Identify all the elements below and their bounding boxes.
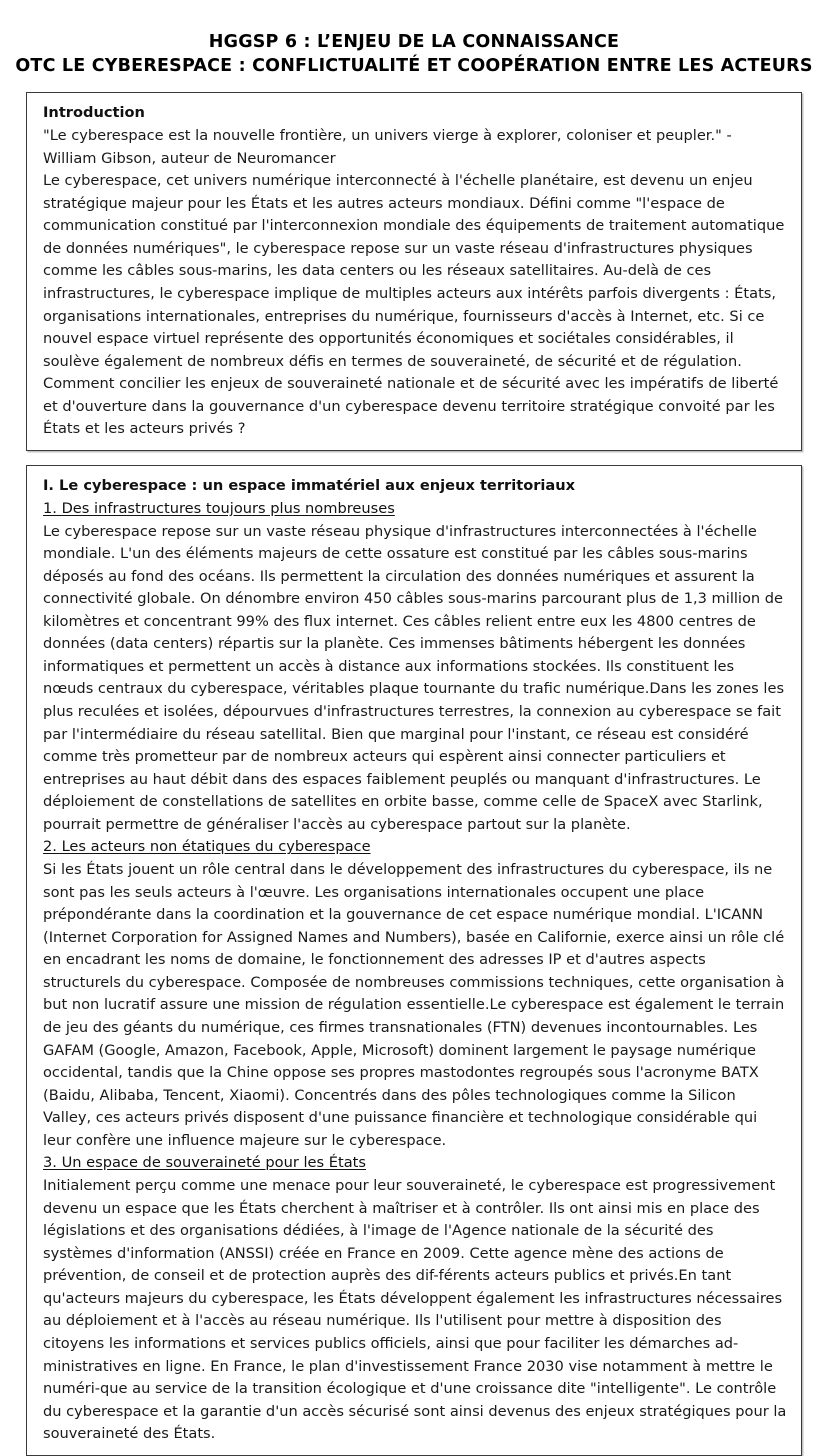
subsection-3-title: 3. Un espace de souveraineté pour les États — [43, 1154, 366, 1172]
introduction-problematique: Comment concilier les enjeux de souveraineté nationale et de sécurité avec les impératifs de liberté et d'ouverture dans la gouvernance d'un cyberespace devenu territoire stratégique convoité par les États et les acteurs privés ? — [43, 375, 779, 438]
subsection-2 — [43, 836, 787, 1152]
introduction-heading: Introduction — [43, 104, 145, 122]
part-one-box — [26, 465, 802, 1456]
subsection-3 — [43, 1152, 787, 1445]
introduction-quote: "Le cyberespace est la nouvelle frontière, un univers vierge à explorer, coloniser et peupler." - William Gibson, auteur de Neuromancer — [43, 127, 732, 167]
part-one-heading: I. Le cyberespace : un espace immatériel aux enjeux territoriaux — [43, 476, 576, 494]
title-line-primary: HGGSP 6 : L’ENJEU DE LA CONNAISSANCE — [208, 32, 620, 52]
subsection-3-body: Initialement perçu comme une menace pour leur souveraineté, le cyberespace est progressivement devenu un espace que les États cherchent à maîtriser et à contrôler. Ils ont ainsi mis en place des législations et des organisations dédiées, à l'image de l'Agence nationale de la sécurité des systèmes d'information (ANSSI) créée en France en 2009. Cette agence mène des actions de prévention, de conseil et de protection auprès des dif-férents acteurs publics et privés.En tant qu'acteurs majeurs du cyberespace, les États développent également les infrastructures nécessaires au déploiement et à l'accès au réseau numérique. Ils l'utilisent pour mettre à disposition des citoyens les informations et services publics officiels, ainsi que pour faciliter les démarches ad-ministratives en ligne. En France, le plan d'investissement France 2030 vise notamment à mettre le numéri-que au service de la transition écologique et d'une croissance dite "intelligente". Le contrôle du cyberespace et la garantie d'un accès sécurisé sont ainsi devenus des enjeux stratégiques pour la souveraineté des États. — [43, 1177, 787, 1443]
subsection-2-title: 2. Les acteurs non étatiques du cyberespace — [43, 838, 371, 856]
introduction-paragraph: Le cyberespace, cet univers numérique interconnecté à l'échelle planétaire, est devenu un enjeu stratégique majeur pour les États et les autres acteurs mondiaux. Défini comme "l'espace de communication constitué par l'interconnexion mondiale des équipements de traitement automatique de données numériques", le cyberespace repose sur un vaste réseau d'infrastructures physiques comme les câbles sous-marins, les data centers ou les réseaux satellitaires. Au-delà de ces infrastructures, le cyberespace implique de multiples acteurs aux intérêts parfois divergents : États, organisations internationales, entreprises du numérique, fournisseurs d'accès à Internet, etc. Si ce nouvel espace virtuel représente des opportunités économiques et sociétales considérables, il soulève également de nombreux défis en termes de souveraineté, de sécurité et de régulation. — [43, 172, 785, 370]
introduction-box — [26, 92, 802, 451]
title-line-secondary: OTC LE CYBERESPACE : CONFLICTUALITÉ ET COOPÉRATION ENTRE LES ACTEURS — [15, 56, 813, 77]
subsection-1-body: Le cyberespace repose sur un vaste réseau physique d'infrastructures interconnectées à l'échelle mondiale. L'un des éléments majeurs de cette ossature est constitué par les câbles sous-marins déposés au fond des océans. Ils permettent la circulation des données numériques et assurent la connectivité globale. On dénombre environ 450 câbles sous-marins parcourant plus de 1,3 million de kilomètres et concentrant 99% des flux internet. Ces câbles relient entre eux les 4800 centres de données (data centers) répartis sur la planète. Ces immenses bâtiments hébergent les données informatiques et permettent un accès à distance aux informations stockées. Ils constituent les nœuds centraux du cyberespace, véritables plaque tournante du trafic numérique.Dans les zones les plus reculées et isolées, dépourvues d'infrastructures terrestres, la connexion au cyberespace se fait par l'intermédiaire du réseau satellital. Bien que marginal pour l'instant, ce réseau est considéré comme très prometteur par de nombreux acteurs qui espèrent ainsi connecter particuliers et entreprises au haut débit dans des espaces faiblement peuplés ou manquant d'infrastructures. Le déploiement de constellations de satellites en orbite basse, comme celle de SpaceX avec Starlink, pourrait permettre de généraliser l'accès au cyberespace partout sur la planète. — [43, 522, 785, 833]
subsection-1 — [43, 498, 787, 837]
subsection-1-title: 1. Des infrastructures toujours plus nombreuses — [43, 499, 395, 517]
page-title — [0, 0, 828, 78]
subsection-2-body: Si les États jouent un rôle central dans le développement des infrastructures du cyberespace, ils ne sont pas les seuls acteurs à l'œuvre. Les organisations internationales occupent une place prépondérante dans la coordination et la gouvernance de cet espace numérique mondial. L'ICANN (Internet Corporation for Assigned Names and Numbers), basée en Californie, exerce ainsi un rôle clé en encadrant les noms de domaine, le fonctionnement des adresses IP et d'autres aspects structurels du cyberespace. Composée de nombreuses commissions techniques, cette organisation à but non lucratif assure une mission de régulation essentielle.Le cyberespace est également le terrain de jeu des géants du numérique, ces firmes transnationales (FTN) devenues incontournables. Les GAFAM (Google, Amazon, Facebook, Apple, Microsoft) dominent largement le paysage numérique occidental, tandis que la Chine oppose ses propres mastodontes regroupés sous l'acronyme BATX (Baidu, Alibaba, Tencent, Xiaomi). Concentrés dans des pôles technologiques comme la Silicon Valley, ces acteurs privés disposent d'une puissance financière et technologique considérable qui leur confère une influence majeure sur le cyberespace. — [43, 861, 785, 1149]
